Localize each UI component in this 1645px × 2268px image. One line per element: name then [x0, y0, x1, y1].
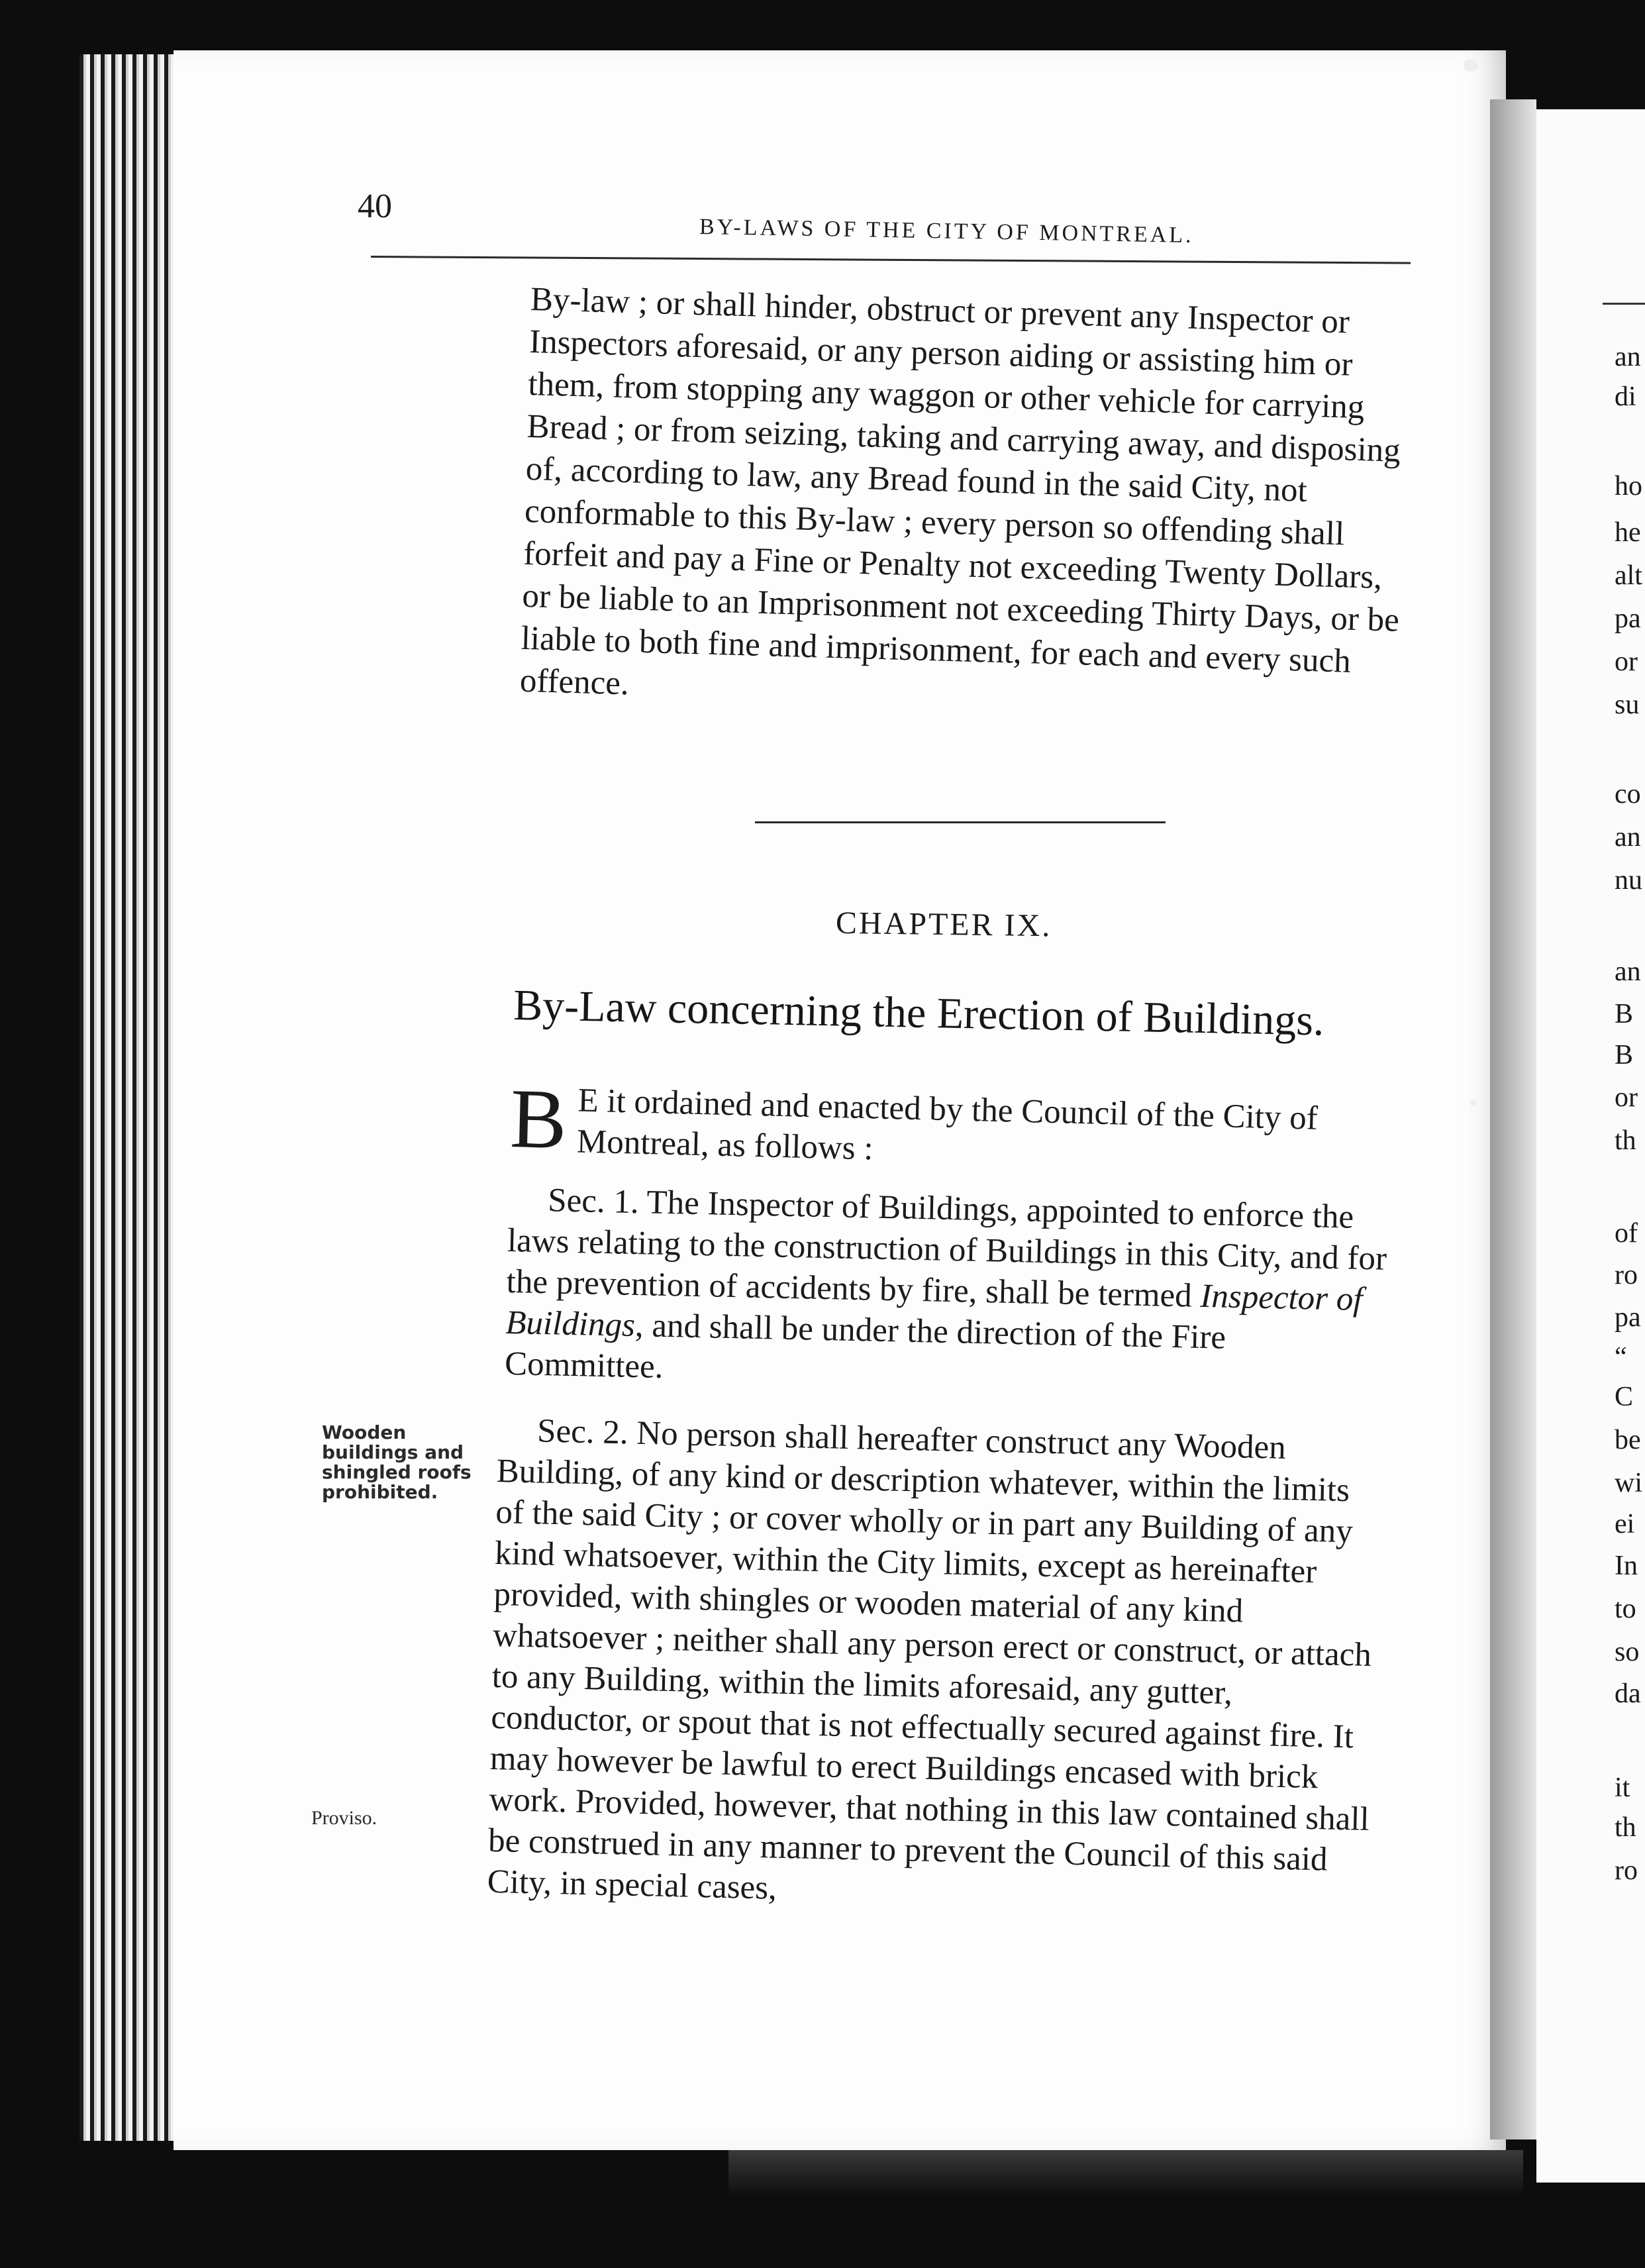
page-number: 40	[358, 187, 392, 225]
section-1	[505, 1179, 1389, 1403]
facing-page-fragment: wi	[1615, 1468, 1642, 1498]
facing-page-fragment: ro	[1615, 1855, 1638, 1886]
chapter-heading: CHAPTER IX.	[835, 905, 1052, 944]
facing-page-fragment: an	[1615, 822, 1641, 852]
book-page-edges	[79, 54, 185, 2141]
bottom-shadow	[728, 2150, 1523, 2196]
facing-page-fragment: B	[1615, 999, 1634, 1029]
facing-page-fragment: th	[1615, 1812, 1636, 1843]
facing-page-fragment: ro	[1615, 1260, 1638, 1290]
facing-page-fragment: so	[1615, 1637, 1640, 1667]
facing-page-fragment: an	[1615, 956, 1641, 987]
facing-page-fragment: of	[1615, 1218, 1638, 1249]
facing-page-fragment: di	[1615, 382, 1636, 412]
bylaw-title: By-Law concerning the Erection of Buildings.	[513, 980, 1325, 1045]
facing-page-fragment: nu	[1615, 865, 1642, 896]
facing-page-rule	[1603, 303, 1645, 305]
facing-page-fragment: ho	[1615, 471, 1642, 501]
drop-cap: B	[509, 1071, 568, 1167]
facing-page-fragment: he	[1615, 517, 1641, 548]
facing-page-fragment: th	[1615, 1125, 1636, 1156]
facing-page-fragment: it	[1615, 1773, 1630, 1803]
facing-page-fragment: an	[1615, 342, 1641, 372]
section-2: Sec. 2. No person shall hereafter construct any Wooden Building, of any kind or description whatever, within the limits of the said City ; or cover wholly or in part any Building of any kind whatsoever, within the City limits, except as hereinafter provided, with shingles or wooden material of any kind whatsoever ; neither shall any person erect or construct, or attach to any Building, within the limits aforesaid, any gutter, conductor, or spout that is not effectually secured against fire. It may however be lawful to erect Buildings encased with brick work. Provided, however, that nothing in this law contained shall be construed in any manner to prevent the Council of this said City, in special cases,	[487, 1412, 1372, 1907]
facing-page-fragment: “	[1615, 1342, 1627, 1372]
facing-page-fragment: pa	[1615, 1302, 1641, 1333]
facing-page-fragment: co	[1615, 779, 1641, 809]
facing-page-fragment: or	[1615, 646, 1638, 677]
facing-page-fragment: be	[1615, 1425, 1641, 1455]
margin-note-proviso: Proviso.	[311, 1807, 377, 1829]
section-divider	[755, 821, 1166, 823]
facing-page-fragment: su	[1615, 690, 1640, 720]
facing-page-fragment: In	[1615, 1551, 1638, 1581]
continuation-paragraph: By-law ; or shall hinder, obstruct or prevent any Inspector or Inspectors aforesaid, or any person aiding or assisting him or them, from stopping any waggon or other vehicle for carrying Bread ; or from seizing, taking and carrying away, and disposing of, according to law, any Bread found in the said City, not conformable to this By-law ; every person so offending shall forfeit and pay a Fine or Penalty not exceeding Twenty Dollars, or be liable to an Imprisonment not exceeding Thirty Days, or be liable to both fine and imprisonment, for each and every such offence.	[519, 280, 1401, 703]
section-1-text: Sec. 1. The Inspector of Buildings, appointed to enforce the laws relating to the construction of Buildings in this City, and for the prevention of accidents by fire, shall be termed	[506, 1182, 1387, 1315]
book-gutter-shadow	[1490, 99, 1536, 2139]
scan-dust-mark	[1470, 1100, 1477, 1106]
enactment-text: E it ordained and enacted by the Council of the City of Montreal, as follows :	[576, 1082, 1319, 1168]
scan-dust-mark	[1464, 60, 1478, 72]
facing-page-fragment: or	[1615, 1082, 1638, 1113]
margin-note-wooden-buildings: Wooden buildings and shingled roofs prohibited.	[322, 1421, 472, 1503]
running-title: BY-LAWS OF THE CITY OF MONTREAL.	[699, 215, 1194, 248]
page-header	[358, 187, 1411, 253]
section-1-text-end: , and shall be under the direction of the Fire Committee.	[504, 1307, 1226, 1386]
facing-page-fragment: da	[1615, 1678, 1641, 1709]
facing-page-edge	[1536, 109, 1645, 2183]
facing-page-fragment: ei	[1615, 1509, 1635, 1539]
section-1-italic-term: Inspector of Buildings	[505, 1277, 1364, 1345]
facing-page-fragment: B	[1615, 1040, 1634, 1070]
facing-page-fragment: alt	[1615, 560, 1642, 591]
facing-page-fragment: pa	[1615, 603, 1641, 634]
facing-page-fragment: C	[1615, 1382, 1634, 1412]
facing-page-fragment: to	[1615, 1594, 1636, 1624]
